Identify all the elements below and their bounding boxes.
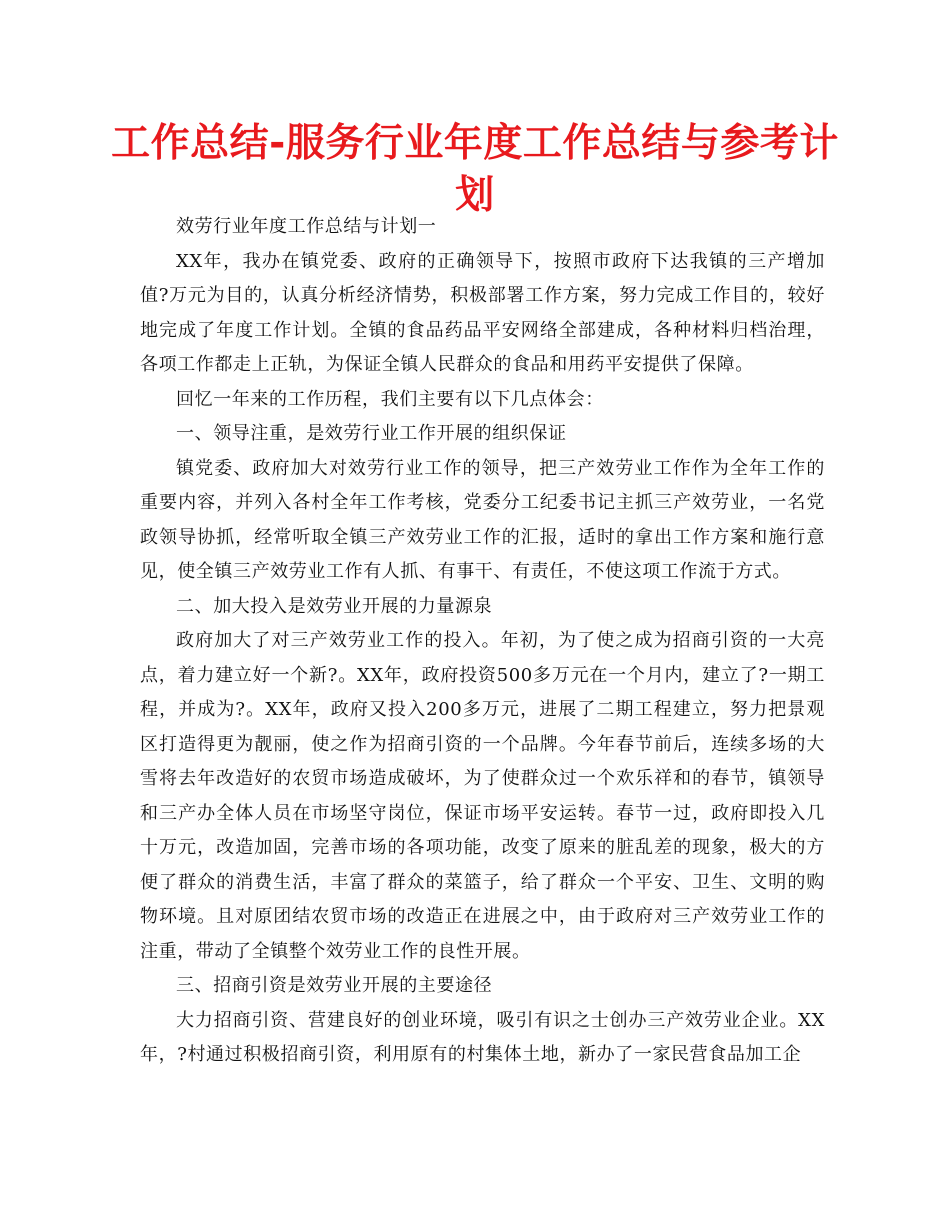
paragraph-review: 回忆一年来的工作历程，我们主要有以下几点体会：: [176, 388, 604, 410]
section-heading-3: 三、招商引资是效劳业开展的主要途径: [176, 975, 493, 996]
section-heading-1: 一、领导注重，是效劳行业工作开展的组织保证: [176, 423, 567, 444]
paragraph-section-2: 政府加大了对三产效劳业工作的投入。年初，为了使之成为招商引资的一大亮点，着力建立好一个新?。XX年，政府投资500多万元在一个月内，建立了?一期工程，并成为?。XX年，政府又投入200多万元，进展了二期工程建立，努力把景观区打造得更为靓丽，使之作为招商引资的一个品牌。今年春节前后，连续多场的大雪将去年改造好的农贸市场造成破坏，为了使群众过一个欢乐祥和的春节，镇领导和三产办全体人员在市场坚守岗位，保证市场平安运转。春节一过，政府即投入几十万元，改造加固，完善市场的各项功能，改变了原来的脏乱差的现象，极大的方便了群众的消费生活，丰富了群众的菜篮子，给了群众一个平安、卫生、文明的购物环境。且对原团结农贸市场的改造正在进展之中，由于政府对三产效劳业工作的注重，带动了全镇整个效劳业工作的良性开展。: [140, 630, 825, 962]
document-title: 工作总结-服务行业年度工作总结与参考计划: [111, 121, 839, 218]
paragraph-intro: XX年，我办在镇党委、政府的正确领导下，按照市政府下达我镇的三产增加值?万元为目的，认真分析经济情势，积极部署工作方案，努力完成工作目的，较好地完成了年度工作计划。全镇的食品药品平安网络全部建成，各种材料归档治理，各项工作都走上正轨，为保证全镇人民群众的食品和用药平安提供了保障。: [140, 250, 825, 375]
paragraph-section-3: 大力招商引资、营建良好的创业环境，吸引有识之士创办三产效劳业企业。XX年，?村通过积极招商引资，利用原有的村集体土地，新办了一家民营食品加工企: [140, 1009, 825, 1065]
paragraph-subtitle: 效劳行业年度工作总结与计划一: [176, 216, 437, 237]
section-heading-2: 二、加大投入是效劳业开展的力量源泉: [176, 595, 493, 617]
paragraph-section-1: 镇党委、政府加大对效劳行业工作的领导，把三产效劳业工作作为全年工作的重要内容，并列入各村全年工作考核，党委分工纪委书记主抓三产效劳业，一名党政领导协抓，经常听取全镇三产效劳业工作的汇报，适时的拿出工作方案和施行意见，使全镇三产效劳业工作有人抓、有事干、有责任，不使这项工作流于方式。: [140, 457, 825, 582]
document-body: [140, 210, 825, 1073]
